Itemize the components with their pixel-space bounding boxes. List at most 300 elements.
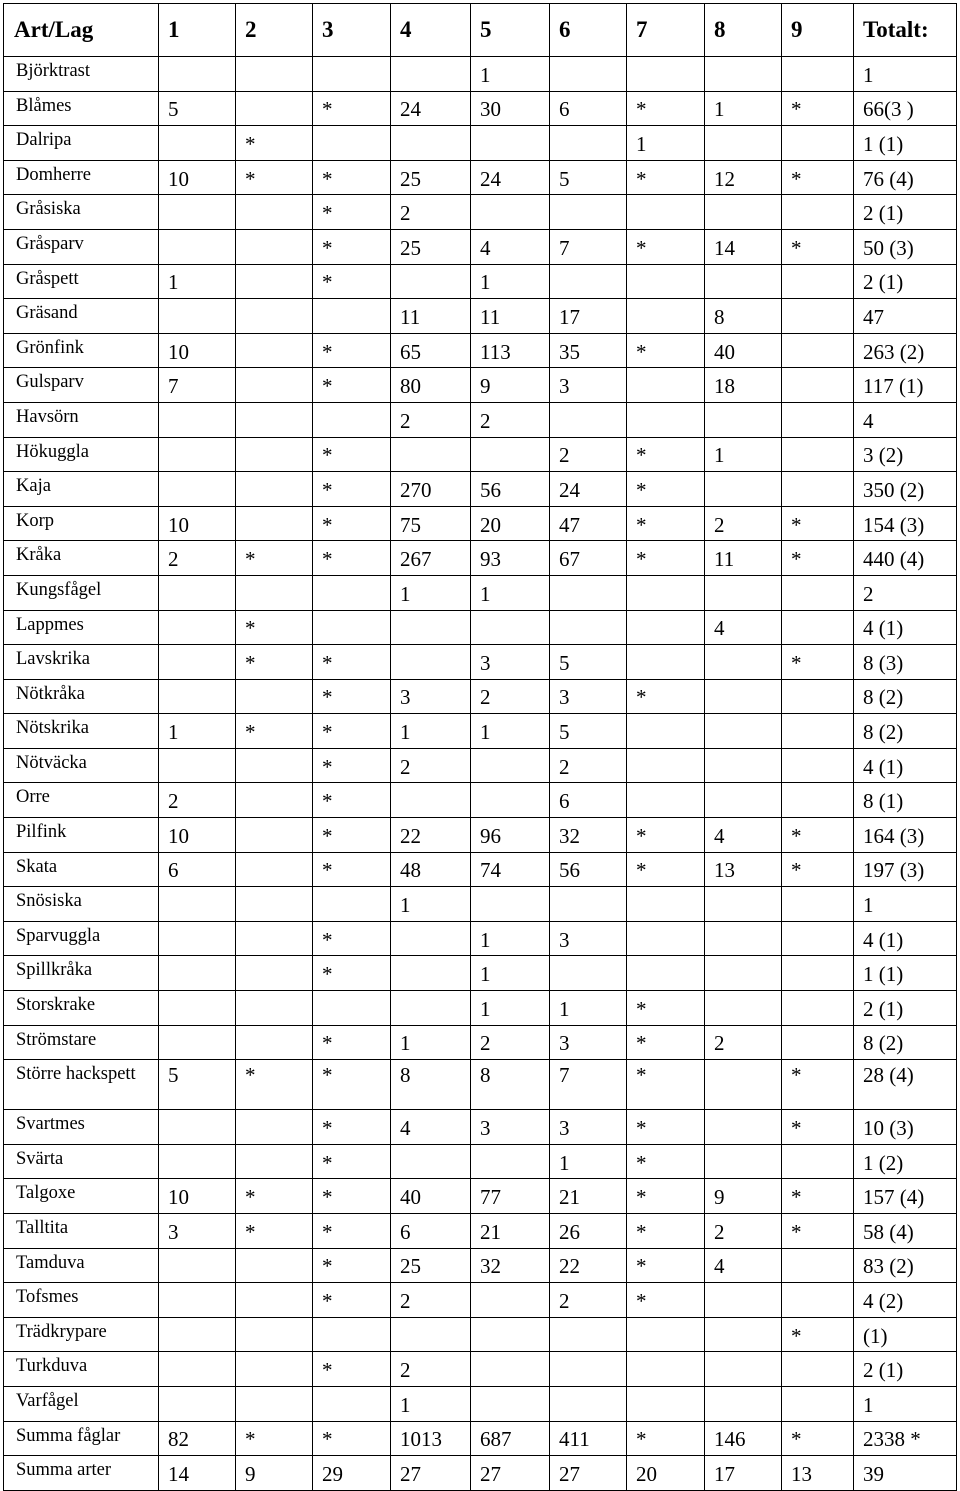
cell-lag-2: * bbox=[236, 541, 313, 576]
cell-species: Tofsmes bbox=[4, 1283, 159, 1318]
cell-lag-4: 27 bbox=[391, 1456, 471, 1491]
cell-lag-7: * bbox=[627, 91, 705, 126]
cell-lag-5: 27 bbox=[471, 1456, 550, 1491]
cell-lag-3: * bbox=[313, 714, 391, 749]
cell-lag-7: * bbox=[627, 818, 705, 853]
cell-lag-5: 687 bbox=[471, 1421, 550, 1456]
cell-species: Domherre bbox=[4, 160, 159, 195]
cell-lag-8: 14 bbox=[705, 229, 782, 264]
cell-lag-9: * bbox=[782, 91, 854, 126]
cell-lag-4 bbox=[391, 437, 471, 472]
cell-species: Turkduva bbox=[4, 1352, 159, 1387]
cell-species: Kråka bbox=[4, 541, 159, 576]
cell-lag-7: * bbox=[627, 1110, 705, 1145]
cell-lag-2: * bbox=[236, 645, 313, 680]
cell-lag-1: 10 bbox=[159, 818, 236, 853]
cell-lag-6: 24 bbox=[550, 472, 627, 507]
cell-species: Gräsand bbox=[4, 299, 159, 334]
table-row bbox=[4, 402, 957, 437]
cell-total: 66(3 ) bbox=[854, 91, 957, 126]
cell-lag-6 bbox=[550, 1386, 627, 1421]
cell-lag-5 bbox=[471, 1283, 550, 1318]
cell-lag-8: 18 bbox=[705, 368, 782, 403]
cell-lag-6: 22 bbox=[550, 1248, 627, 1283]
cell-lag-6: 3 bbox=[550, 368, 627, 403]
cell-lag-9: * bbox=[782, 1060, 854, 1110]
cell-lag-6: 3 bbox=[550, 921, 627, 956]
cell-lag-1 bbox=[159, 437, 236, 472]
cell-lag-2 bbox=[236, 57, 313, 92]
cell-lag-8: 1 bbox=[705, 437, 782, 472]
cell-lag-7: 1 bbox=[627, 126, 705, 161]
cell-lag-1 bbox=[159, 402, 236, 437]
cell-lag-4: 2 bbox=[391, 402, 471, 437]
cell-lag-2 bbox=[236, 472, 313, 507]
cell-lag-4: 11 bbox=[391, 299, 471, 334]
cell-lag-2: * bbox=[236, 1214, 313, 1249]
table-row bbox=[4, 472, 957, 507]
cell-lag-7 bbox=[627, 714, 705, 749]
cell-species: Summa fåglar bbox=[4, 1421, 159, 1456]
cell-lag-9: * bbox=[782, 160, 854, 195]
cell-lag-3: * bbox=[313, 1144, 391, 1179]
cell-lag-7 bbox=[627, 1317, 705, 1352]
cell-lag-9: * bbox=[782, 229, 854, 264]
cell-lag-7 bbox=[627, 645, 705, 680]
cell-species: Blåmes bbox=[4, 91, 159, 126]
table-row bbox=[4, 1060, 957, 1110]
table-row bbox=[4, 333, 957, 368]
cell-lag-5 bbox=[471, 887, 550, 922]
cell-lag-5 bbox=[471, 1317, 550, 1352]
cell-lag-6: 56 bbox=[550, 852, 627, 887]
cell-lag-2 bbox=[236, 264, 313, 299]
cell-lag-6: 5 bbox=[550, 714, 627, 749]
cell-lag-6 bbox=[550, 610, 627, 645]
cell-lag-5: 1 bbox=[471, 956, 550, 991]
cell-lag-1: 14 bbox=[159, 1456, 236, 1491]
cell-total: 8 (1) bbox=[854, 783, 957, 818]
cell-lag-9 bbox=[782, 1248, 854, 1283]
cell-lag-1: 82 bbox=[159, 1421, 236, 1456]
cell-lag-4: 267 bbox=[391, 541, 471, 576]
cell-total: 1 bbox=[854, 1386, 957, 1421]
cell-lag-4: 1 bbox=[391, 714, 471, 749]
cell-total: 4 (2) bbox=[854, 1283, 957, 1318]
cell-lag-6 bbox=[550, 402, 627, 437]
cell-lag-8 bbox=[705, 472, 782, 507]
cell-lag-2 bbox=[236, 229, 313, 264]
cell-lag-5: 74 bbox=[471, 852, 550, 887]
cell-lag-7: * bbox=[627, 541, 705, 576]
header-species: Art/Lag bbox=[4, 4, 159, 57]
table-row bbox=[4, 921, 957, 956]
cell-total: 8 (2) bbox=[854, 714, 957, 749]
cell-total: 2 (1) bbox=[854, 264, 957, 299]
header-lag-7: 7 bbox=[627, 4, 705, 57]
cell-lag-2 bbox=[236, 1352, 313, 1387]
cell-lag-3: * bbox=[313, 783, 391, 818]
cell-lag-5: 21 bbox=[471, 1214, 550, 1249]
cell-lag-4 bbox=[391, 1317, 471, 1352]
cell-lag-4: 270 bbox=[391, 472, 471, 507]
cell-lag-8 bbox=[705, 921, 782, 956]
cell-lag-4: 1013 bbox=[391, 1421, 471, 1456]
cell-lag-8: 8 bbox=[705, 299, 782, 334]
cell-lag-5: 11 bbox=[471, 299, 550, 334]
cell-lag-9 bbox=[782, 887, 854, 922]
cell-lag-7 bbox=[627, 956, 705, 991]
cell-lag-6: 21 bbox=[550, 1179, 627, 1214]
cell-lag-9 bbox=[782, 437, 854, 472]
cell-lag-1 bbox=[159, 229, 236, 264]
cell-lag-4: 4 bbox=[391, 1110, 471, 1145]
cell-lag-2 bbox=[236, 195, 313, 230]
cell-lag-5 bbox=[471, 195, 550, 230]
cell-species: Trädkrypare bbox=[4, 1317, 159, 1352]
cell-lag-7: 20 bbox=[627, 1456, 705, 1491]
cell-lag-1: 10 bbox=[159, 1179, 236, 1214]
cell-species: Spillkråka bbox=[4, 956, 159, 991]
cell-lag-3 bbox=[313, 1386, 391, 1421]
header-row bbox=[4, 4, 957, 57]
cell-lag-7 bbox=[627, 195, 705, 230]
table-row bbox=[4, 1421, 957, 1456]
cell-lag-5: 1 bbox=[471, 57, 550, 92]
cell-lag-7: * bbox=[627, 1060, 705, 1110]
cell-lag-4: 25 bbox=[391, 160, 471, 195]
cell-lag-4 bbox=[391, 783, 471, 818]
cell-lag-2 bbox=[236, 1144, 313, 1179]
cell-lag-2: * bbox=[236, 1060, 313, 1110]
cell-lag-8 bbox=[705, 783, 782, 818]
cell-total: 4 bbox=[854, 402, 957, 437]
cell-lag-8: 2 bbox=[705, 1025, 782, 1060]
cell-lag-3 bbox=[313, 402, 391, 437]
cell-lag-2 bbox=[236, 1248, 313, 1283]
cell-total: 164 (3) bbox=[854, 818, 957, 853]
cell-lag-3 bbox=[313, 126, 391, 161]
cell-lag-8 bbox=[705, 956, 782, 991]
cell-lag-2 bbox=[236, 991, 313, 1026]
cell-species: Pilfink bbox=[4, 818, 159, 853]
cell-lag-4: 3 bbox=[391, 679, 471, 714]
cell-total: 117 (1) bbox=[854, 368, 957, 403]
cell-lag-9 bbox=[782, 679, 854, 714]
cell-lag-5: 24 bbox=[471, 160, 550, 195]
cell-lag-1 bbox=[159, 126, 236, 161]
cell-lag-9 bbox=[782, 1386, 854, 1421]
table-row bbox=[4, 299, 957, 334]
cell-lag-1: 10 bbox=[159, 333, 236, 368]
cell-lag-9 bbox=[782, 714, 854, 749]
cell-lag-7: * bbox=[627, 1179, 705, 1214]
cell-lag-7: * bbox=[627, 1248, 705, 1283]
cell-lag-7: * bbox=[627, 160, 705, 195]
cell-lag-5: 4 bbox=[471, 229, 550, 264]
cell-lag-8: 4 bbox=[705, 610, 782, 645]
cell-lag-8 bbox=[705, 679, 782, 714]
cell-lag-3: * bbox=[313, 333, 391, 368]
table-row bbox=[4, 887, 957, 922]
cell-lag-2 bbox=[236, 852, 313, 887]
table-row bbox=[4, 1352, 957, 1387]
cell-lag-5: 30 bbox=[471, 91, 550, 126]
cell-lag-2 bbox=[236, 91, 313, 126]
cell-total: 2 (1) bbox=[854, 991, 957, 1026]
cell-lag-9 bbox=[782, 368, 854, 403]
cell-lag-8: 2 bbox=[705, 1214, 782, 1249]
cell-lag-3: * bbox=[313, 1060, 391, 1110]
cell-lag-5 bbox=[471, 783, 550, 818]
cell-total: 8 (2) bbox=[854, 679, 957, 714]
cell-lag-2 bbox=[236, 506, 313, 541]
cell-lag-6: 3 bbox=[550, 1025, 627, 1060]
cell-lag-4: 1 bbox=[391, 1025, 471, 1060]
cell-total: 39 bbox=[854, 1456, 957, 1491]
cell-lag-7: * bbox=[627, 679, 705, 714]
cell-lag-2 bbox=[236, 1386, 313, 1421]
cell-lag-3: * bbox=[313, 506, 391, 541]
cell-lag-6: 2 bbox=[550, 1283, 627, 1318]
table-row bbox=[4, 264, 957, 299]
cell-total: 50 (3) bbox=[854, 229, 957, 264]
cell-lag-5 bbox=[471, 437, 550, 472]
cell-lag-3: * bbox=[313, 679, 391, 714]
cell-lag-8 bbox=[705, 991, 782, 1026]
cell-lag-6: 26 bbox=[550, 1214, 627, 1249]
cell-species: Kungsfågel bbox=[4, 575, 159, 610]
cell-lag-7 bbox=[627, 1352, 705, 1387]
cell-lag-4: 40 bbox=[391, 1179, 471, 1214]
cell-lag-7: * bbox=[627, 333, 705, 368]
cell-species: Tamduva bbox=[4, 1248, 159, 1283]
cell-lag-6: 32 bbox=[550, 818, 627, 853]
cell-lag-3: * bbox=[313, 921, 391, 956]
cell-lag-8 bbox=[705, 264, 782, 299]
cell-lag-3: * bbox=[313, 818, 391, 853]
cell-total: 76 (4) bbox=[854, 160, 957, 195]
cell-total: 440 (4) bbox=[854, 541, 957, 576]
bird-count-table bbox=[3, 3, 957, 1491]
cell-lag-8 bbox=[705, 57, 782, 92]
cell-lag-8 bbox=[705, 714, 782, 749]
cell-lag-8 bbox=[705, 575, 782, 610]
cell-lag-6 bbox=[550, 887, 627, 922]
cell-lag-4: 2 bbox=[391, 1283, 471, 1318]
cell-species: Nötskrika bbox=[4, 714, 159, 749]
cell-lag-3: * bbox=[313, 1179, 391, 1214]
cell-lag-1 bbox=[159, 748, 236, 783]
table-row bbox=[4, 1248, 957, 1283]
table-row bbox=[4, 229, 957, 264]
cell-lag-9 bbox=[782, 921, 854, 956]
cell-lag-3 bbox=[313, 57, 391, 92]
cell-lag-8: 2 bbox=[705, 506, 782, 541]
cell-lag-1 bbox=[159, 1352, 236, 1387]
cell-lag-9 bbox=[782, 610, 854, 645]
cell-lag-3: * bbox=[313, 1214, 391, 1249]
cell-lag-6: 6 bbox=[550, 783, 627, 818]
cell-lag-4: 8 bbox=[391, 1060, 471, 1110]
cell-lag-3: * bbox=[313, 541, 391, 576]
cell-lag-8: 17 bbox=[705, 1456, 782, 1491]
cell-lag-1: 5 bbox=[159, 91, 236, 126]
cell-species: Talgoxe bbox=[4, 1179, 159, 1214]
cell-lag-3: * bbox=[313, 748, 391, 783]
cell-lag-9: * bbox=[782, 541, 854, 576]
cell-lag-7: * bbox=[627, 1214, 705, 1249]
header-lag-9: 9 bbox=[782, 4, 854, 57]
cell-species: Grönfink bbox=[4, 333, 159, 368]
cell-lag-1 bbox=[159, 575, 236, 610]
cell-lag-5: 8 bbox=[471, 1060, 550, 1110]
cell-lag-7 bbox=[627, 610, 705, 645]
cell-species: Havsörn bbox=[4, 402, 159, 437]
cell-lag-1 bbox=[159, 679, 236, 714]
cell-lag-7 bbox=[627, 368, 705, 403]
cell-lag-4: 80 bbox=[391, 368, 471, 403]
cell-total: 58 (4) bbox=[854, 1214, 957, 1249]
cell-lag-8: 4 bbox=[705, 818, 782, 853]
cell-lag-4 bbox=[391, 921, 471, 956]
cell-lag-4 bbox=[391, 610, 471, 645]
cell-lag-6 bbox=[550, 1317, 627, 1352]
cell-lag-1: 3 bbox=[159, 1214, 236, 1249]
cell-lag-6 bbox=[550, 264, 627, 299]
cell-lag-1 bbox=[159, 195, 236, 230]
cell-lag-6: 1 bbox=[550, 991, 627, 1026]
cell-lag-2 bbox=[236, 1110, 313, 1145]
header-lag-6: 6 bbox=[550, 4, 627, 57]
cell-lag-7 bbox=[627, 575, 705, 610]
cell-species: Orre bbox=[4, 783, 159, 818]
cell-lag-1: 10 bbox=[159, 506, 236, 541]
cell-lag-9 bbox=[782, 956, 854, 991]
cell-lag-3: * bbox=[313, 160, 391, 195]
table-row bbox=[4, 1179, 957, 1214]
cell-lag-9 bbox=[782, 264, 854, 299]
cell-total: 2 bbox=[854, 575, 957, 610]
cell-lag-3: * bbox=[313, 437, 391, 472]
cell-lag-5 bbox=[471, 748, 550, 783]
cell-lag-1 bbox=[159, 991, 236, 1026]
cell-lag-9 bbox=[782, 991, 854, 1026]
cell-lag-2: * bbox=[236, 610, 313, 645]
cell-lag-1 bbox=[159, 57, 236, 92]
cell-total: 197 (3) bbox=[854, 852, 957, 887]
cell-lag-1: 2 bbox=[159, 783, 236, 818]
cell-lag-3 bbox=[313, 610, 391, 645]
cell-lag-6: 3 bbox=[550, 679, 627, 714]
cell-lag-2 bbox=[236, 1317, 313, 1352]
cell-lag-3: * bbox=[313, 368, 391, 403]
cell-lag-6: 7 bbox=[550, 229, 627, 264]
cell-total: (1) bbox=[854, 1317, 957, 1352]
cell-lag-7: * bbox=[627, 852, 705, 887]
cell-lag-7: * bbox=[627, 1025, 705, 1060]
cell-species: Gulsparv bbox=[4, 368, 159, 403]
cell-total: 1 (2) bbox=[854, 1144, 957, 1179]
cell-lag-1 bbox=[159, 1025, 236, 1060]
cell-total: 154 (3) bbox=[854, 506, 957, 541]
cell-lag-9 bbox=[782, 402, 854, 437]
cell-lag-6 bbox=[550, 57, 627, 92]
cell-lag-6: 2 bbox=[550, 748, 627, 783]
cell-lag-6 bbox=[550, 575, 627, 610]
cell-lag-1 bbox=[159, 1248, 236, 1283]
cell-lag-5: 56 bbox=[471, 472, 550, 507]
cell-lag-9 bbox=[782, 783, 854, 818]
cell-lag-8: 9 bbox=[705, 1179, 782, 1214]
table-row bbox=[4, 160, 957, 195]
cell-lag-9: * bbox=[782, 818, 854, 853]
cell-lag-2 bbox=[236, 748, 313, 783]
cell-total: 1 bbox=[854, 57, 957, 92]
cell-lag-2: * bbox=[236, 160, 313, 195]
header-lag-2: 2 bbox=[236, 4, 313, 57]
cell-lag-1: 2 bbox=[159, 541, 236, 576]
cell-lag-9 bbox=[782, 1144, 854, 1179]
cell-lag-5: 2 bbox=[471, 679, 550, 714]
cell-lag-3 bbox=[313, 1317, 391, 1352]
table-row bbox=[4, 1456, 957, 1491]
cell-lag-8 bbox=[705, 402, 782, 437]
cell-lag-7: * bbox=[627, 229, 705, 264]
cell-lag-4: 2 bbox=[391, 195, 471, 230]
cell-lag-6: 411 bbox=[550, 1421, 627, 1456]
cell-lag-5: 93 bbox=[471, 541, 550, 576]
cell-lag-8: 1 bbox=[705, 91, 782, 126]
table-row bbox=[4, 852, 957, 887]
cell-lag-8 bbox=[705, 1283, 782, 1318]
cell-lag-5 bbox=[471, 126, 550, 161]
cell-lag-4 bbox=[391, 126, 471, 161]
cell-lag-8: 4 bbox=[705, 1248, 782, 1283]
cell-lag-2 bbox=[236, 402, 313, 437]
cell-lag-5: 3 bbox=[471, 1110, 550, 1145]
cell-species: Summa arter bbox=[4, 1456, 159, 1491]
cell-lag-9 bbox=[782, 195, 854, 230]
cell-lag-4 bbox=[391, 956, 471, 991]
cell-lag-1 bbox=[159, 645, 236, 680]
cell-lag-5 bbox=[471, 1144, 550, 1179]
cell-lag-6: 17 bbox=[550, 299, 627, 334]
cell-lag-9: 13 bbox=[782, 1456, 854, 1491]
cell-lag-3: * bbox=[313, 645, 391, 680]
table-row bbox=[4, 126, 957, 161]
cell-lag-4: 2 bbox=[391, 1352, 471, 1387]
cell-lag-1: 5 bbox=[159, 1060, 236, 1110]
cell-lag-3: * bbox=[313, 195, 391, 230]
cell-species: Storskrake bbox=[4, 991, 159, 1026]
cell-lag-4: 2 bbox=[391, 748, 471, 783]
cell-lag-2 bbox=[236, 956, 313, 991]
cell-lag-5: 3 bbox=[471, 645, 550, 680]
cell-lag-5: 1 bbox=[471, 991, 550, 1026]
cell-lag-4: 1 bbox=[391, 887, 471, 922]
cell-lag-1 bbox=[159, 610, 236, 645]
cell-species: Dalripa bbox=[4, 126, 159, 161]
cell-lag-8 bbox=[705, 1317, 782, 1352]
cell-species: Gråsiska bbox=[4, 195, 159, 230]
cell-lag-5: 2 bbox=[471, 1025, 550, 1060]
cell-lag-1: 1 bbox=[159, 264, 236, 299]
table-row bbox=[4, 541, 957, 576]
cell-lag-4: 6 bbox=[391, 1214, 471, 1249]
header-lag-3: 3 bbox=[313, 4, 391, 57]
cell-lag-6 bbox=[550, 126, 627, 161]
